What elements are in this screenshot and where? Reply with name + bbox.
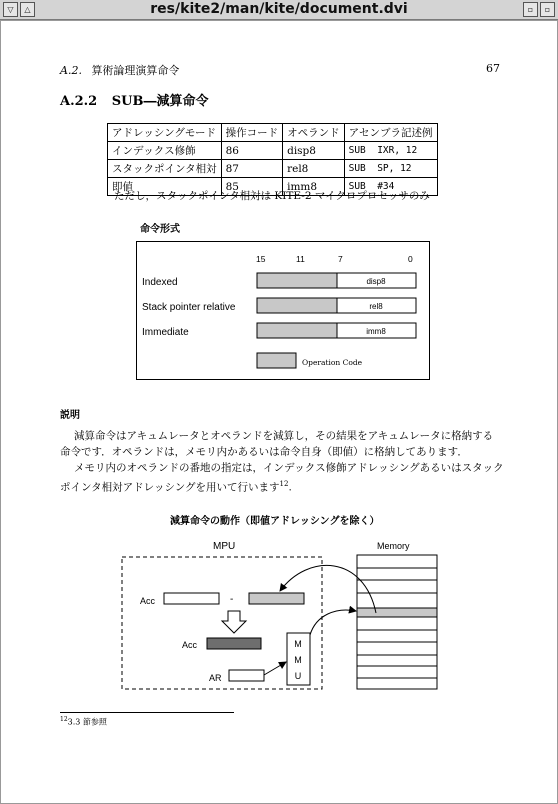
section-number: A.2.2 [60, 94, 98, 109]
paragraph-line: 命令です．オペランドは，メモリ内かあるいは命令自身（即値）に格納してあります． [60, 446, 468, 458]
window-minimize-button[interactable]: ▫ [523, 2, 538, 17]
footnote-number: 12 [60, 716, 68, 723]
description-heading: 説明 [60, 410, 80, 421]
table-header-cell: アドレッシングモード [108, 124, 222, 142]
bit-label: 7 [338, 254, 343, 264]
table-header-cell: オペランド [283, 124, 345, 142]
table-cell: rel8 [283, 160, 345, 178]
addressing-table [107, 123, 438, 196]
table-cell: 87 [221, 160, 283, 178]
ar-label: AR [209, 673, 222, 683]
mmu-letter: M [294, 639, 302, 649]
memory-cell-selected [357, 608, 437, 617]
footnote-rule [60, 712, 234, 713]
memory-block [357, 555, 437, 689]
mmu-to-memory-arrow [310, 610, 356, 635]
table-header-cell: アセンブラ記述例 [344, 124, 437, 142]
paragraph-line: 減算命令はアキュムレータとオペランドを減算し，その結果をアキュムレータに格納する [74, 430, 494, 442]
minus-sign: - [230, 594, 234, 605]
footnote-text: 3.3 節参照 [67, 717, 107, 727]
section-title: SUB―減算命令 [111, 94, 209, 109]
paragraph-line: メモリ内のオペランドの番地の指定は，インデックス修飾アドレッシングあるいはスタック [74, 462, 504, 474]
window-maximize-button[interactable]: ▫ [540, 2, 555, 17]
table-row [108, 142, 438, 160]
legend-swatch [257, 353, 296, 368]
acc-result-label: Acc [182, 640, 198, 650]
opcode-field [257, 298, 337, 313]
paragraph-text: ポインタ相対アドレッシングを用いて行います [60, 481, 280, 494]
format-row-label: Stack pointer relative [142, 302, 236, 313]
operand-field-label: rel8 [369, 302, 383, 311]
window-title: res/kite2/man/kite/document.dvi [150, 1, 408, 17]
legend-label: Operation Code [302, 358, 363, 367]
bit-label: 0 [408, 254, 413, 264]
table-cell: スタックポインタ相対 [108, 160, 222, 178]
table-cell: disp8 [283, 142, 345, 160]
opcode-field [257, 273, 337, 288]
section-heading [60, 90, 208, 109]
mmu-letter: U [294, 671, 302, 681]
table-cell: imm8 [283, 178, 345, 196]
table-header-cell: 操作コード [221, 124, 283, 142]
operand-register [249, 593, 304, 604]
operand-field-label: imm8 [366, 327, 386, 336]
table-row [108, 160, 438, 178]
diagram-title: 減算命令の動作（即値アドレッシングを除く） [170, 516, 380, 527]
opcode-field [257, 323, 337, 338]
bit-label: 11 [296, 254, 305, 264]
table-cell: 85 [221, 178, 283, 196]
ar-to-mmu-arrow [264, 662, 286, 675]
mmu-letter: M [294, 655, 302, 665]
format-heading: 命令形式 [140, 224, 180, 235]
operand-field-label: disp8 [366, 277, 386, 286]
header-title: 算術論理演算命令 [91, 64, 180, 77]
paragraph-line [60, 476, 520, 496]
header-section: A.2. [60, 64, 82, 77]
table-cell: SUB #34 [344, 178, 437, 196]
window-titlebar[interactable] [0, 0, 558, 20]
footnote-marker[interactable]: 12 [279, 480, 289, 488]
format-row-label: Indexed [142, 277, 178, 288]
table-cell: SUB IXR, 12 [344, 142, 437, 160]
acc-label: Acc [140, 596, 156, 606]
footnote [60, 716, 107, 728]
table-header-row [108, 124, 438, 142]
page-number: 67 [486, 62, 500, 75]
instruction-format-figure [136, 241, 430, 380]
memory-frame [357, 555, 437, 689]
table-cell: インデックス修飾 [108, 142, 222, 160]
window-menu-button[interactable]: ▽ [3, 2, 18, 17]
table-cell: 即値 [108, 178, 222, 196]
acc-register [164, 593, 219, 604]
paragraph-period: . [288, 481, 292, 494]
operation-diagram [118, 535, 448, 695]
description-body [60, 428, 520, 496]
running-header [60, 62, 179, 78]
acc-result-register [207, 638, 261, 649]
window-raise-button[interactable]: △ [20, 2, 35, 17]
mpu-label: MPU [213, 541, 236, 552]
memory-label: Memory [377, 541, 410, 551]
bit-label: 15 [256, 254, 266, 264]
format-row-label: Immediate [142, 327, 189, 338]
table-cell: SUB SP, 12 [344, 160, 437, 178]
table-cell: 86 [221, 142, 283, 160]
down-arrow-icon [222, 611, 246, 633]
table-note: ただし，スタックポインタ相対は KITE-2 マイクロプロセッサのみ [114, 190, 430, 202]
address-register [229, 670, 264, 681]
